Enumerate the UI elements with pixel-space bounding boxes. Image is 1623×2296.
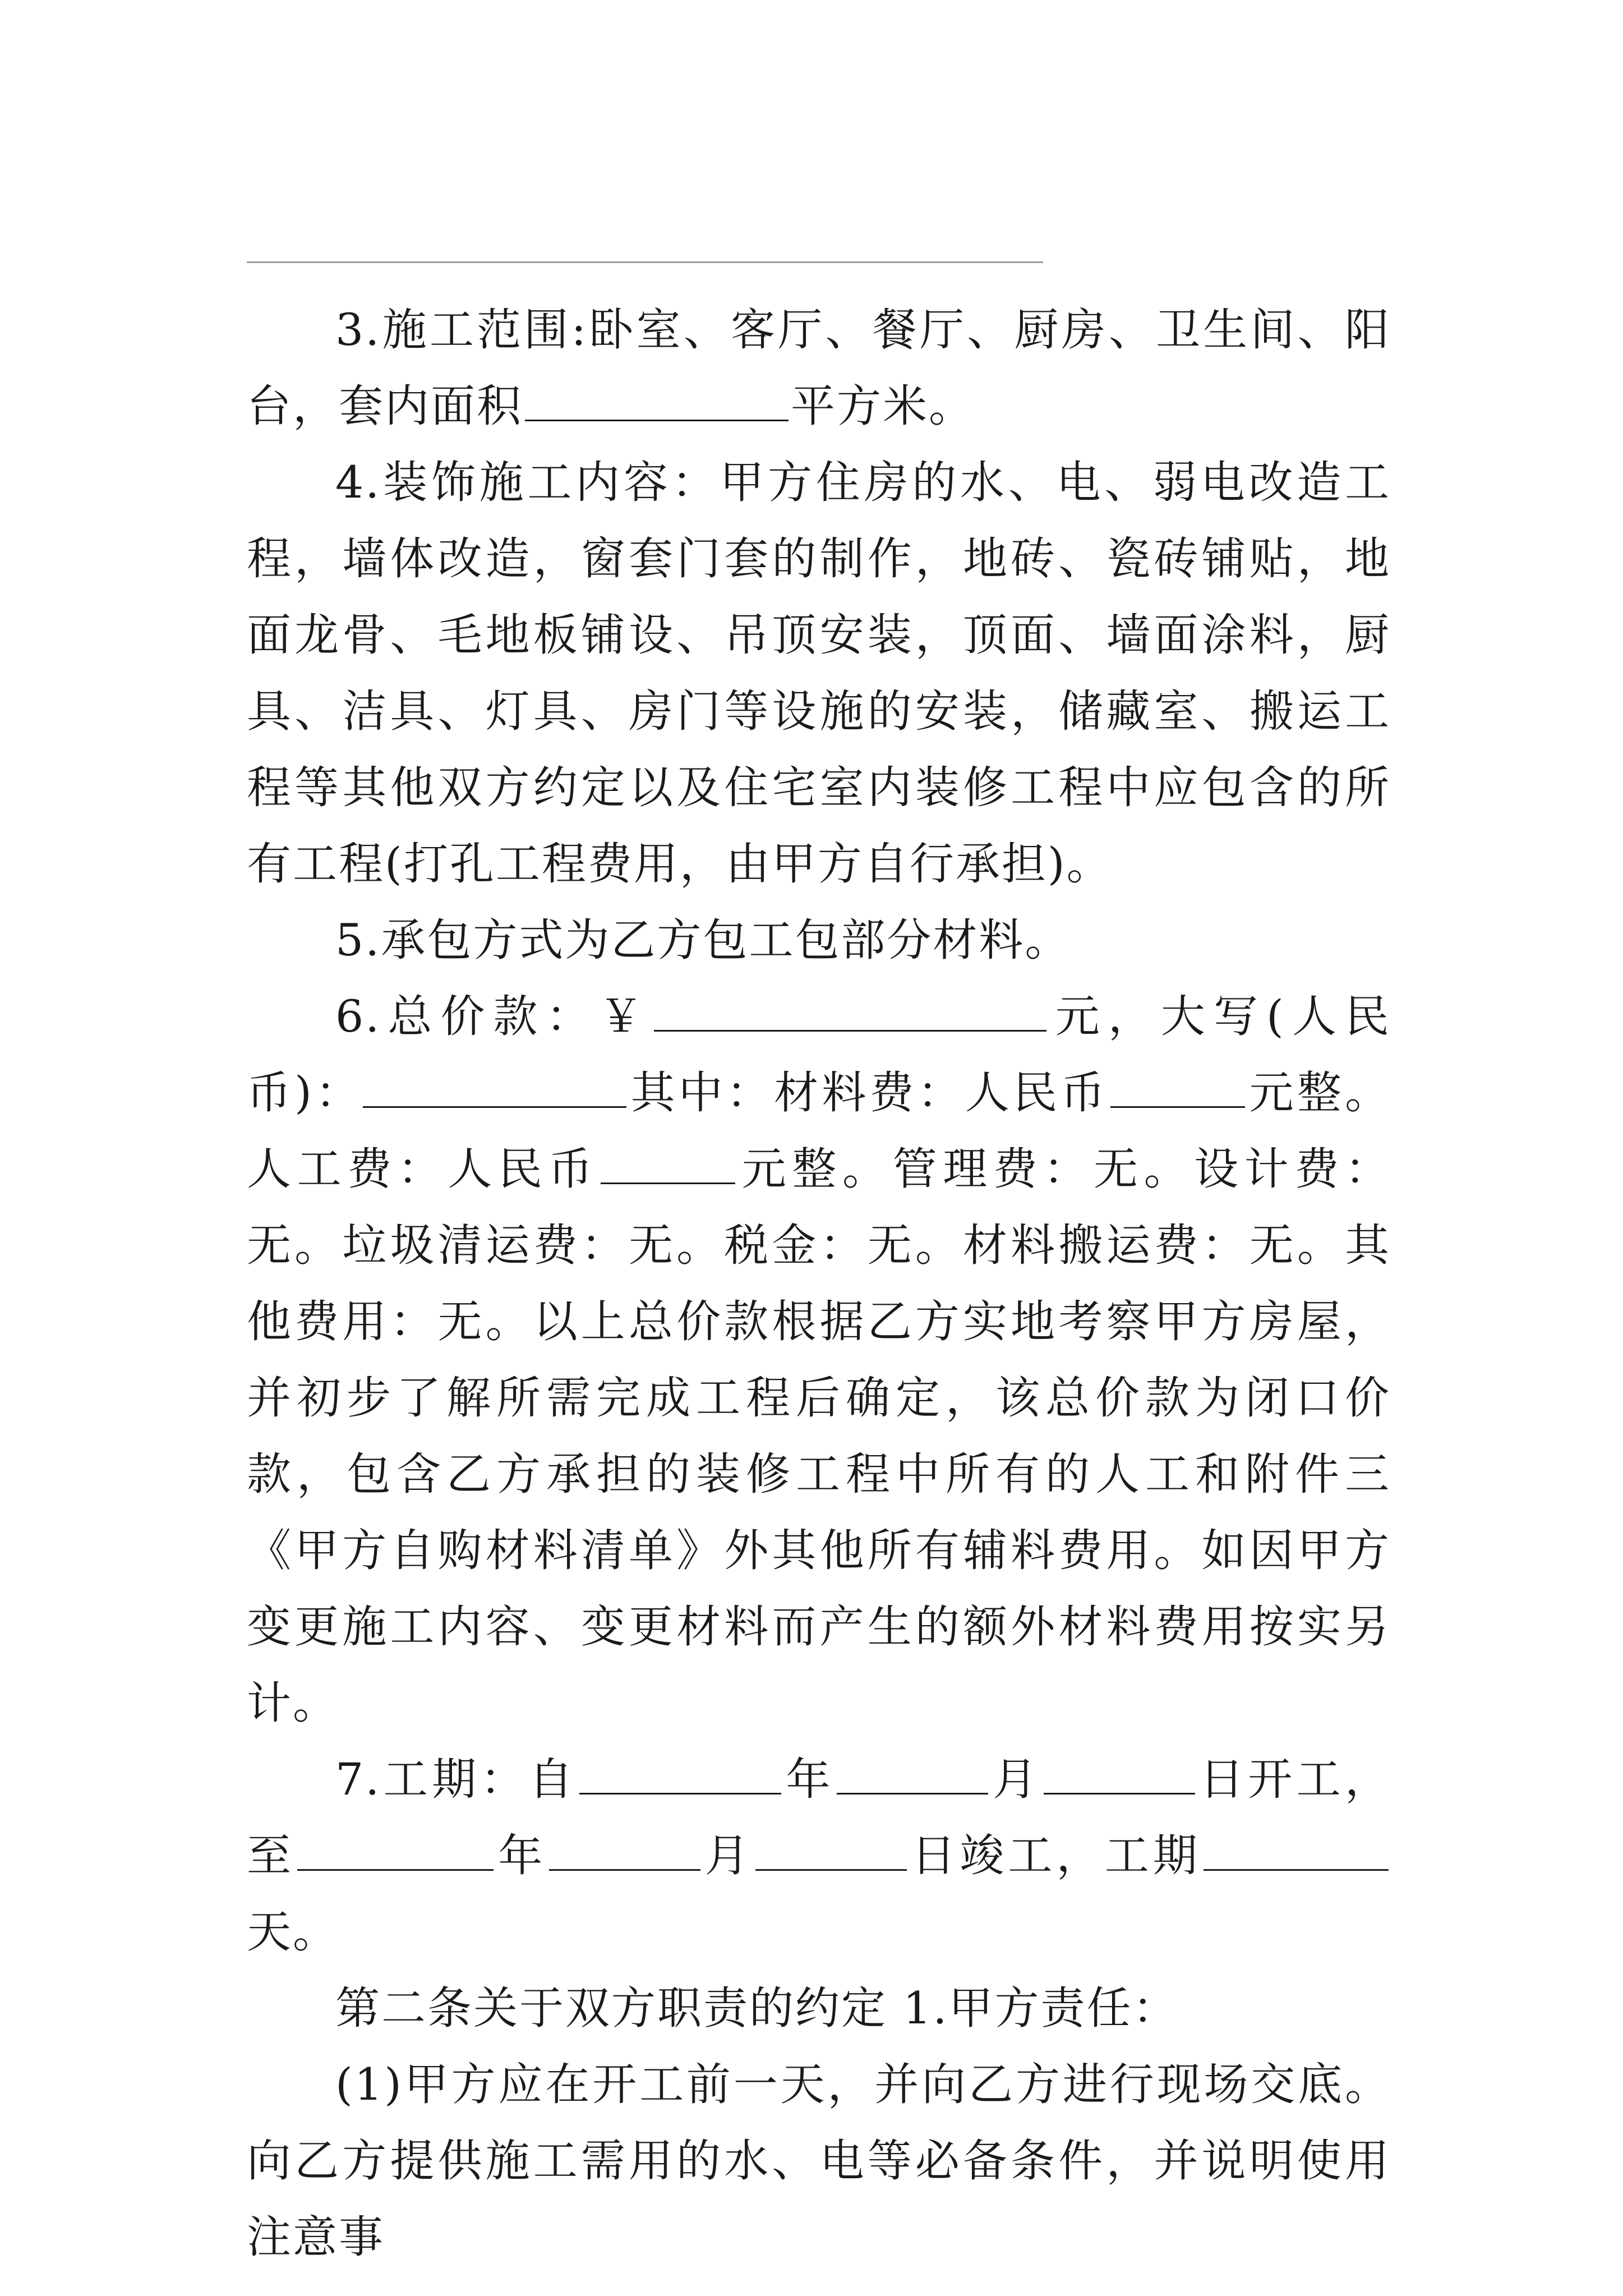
start-day-label: 日开工，至 (247, 1754, 1391, 1881)
start-month-label: 月 (990, 1754, 1041, 1805)
clause-5-text: 5.承包方式为乙方包工包部分材料。 (335, 914, 1071, 966)
clause-7-label: 7.工期：自 (335, 1754, 578, 1805)
end-year-blank[interactable] (297, 1833, 494, 1871)
clause-6-material-label: 其中：材料费：人民币 (629, 1067, 1109, 1119)
clause-6-label: 6.总价款：￥ (335, 991, 652, 1042)
clause-6-total-price (247, 978, 1391, 1741)
start-month-blank[interactable] (837, 1757, 988, 1795)
clause-6-terms: 元整。管理费：无。设计费：无。垃圾清运费：无。税金：无。材料搬运费：无。其他费用：无。以上总价款根据乙方实地考察甲方房屋，并初步了解所需完成工程后确定，该总价款为闭口价款，包含乙方承担的装修工程中所有的人工和附件三《甲方自购材料清单》外其他所有辅料费用。如因甲方变更施工内容、变更材料而产生的额外材料费用按实另计。 (247, 1143, 1391, 1729)
clause-6-labor-label: 元整。人工费：人民币 (247, 1067, 1391, 1195)
duration-days-blank[interactable] (1204, 1833, 1389, 1871)
end-day-label: 日竣工，工期 (909, 1830, 1202, 1881)
party-a-duty-1 (247, 2046, 1391, 2275)
article-2-heading (247, 1970, 1391, 2046)
clause-3-unit: 平方米。 (791, 380, 975, 432)
end-month-label: 月 (702, 1830, 753, 1881)
clause-4-text: 4.装饰施工内容：甲方住房的水、电、弱电改造工程，墙体改造，窗套门套的制作，地砖、瓷砖铺贴，地面龙骨、毛地板铺设、吊顶安装，顶面、墙面涂料，厨具、洁具、灯具、房门等设施的安装，储藏室、搬运工程等其他双方约定以及住宅室内装修工程中应包含的所有工程(打孔工程费用，由甲方自行承担)。 (247, 457, 1391, 890)
total-price-blank[interactable] (654, 994, 1046, 1032)
capital-amount-blank[interactable] (363, 1070, 626, 1108)
clause-3-text: 3.施工范围:卧室、客厅、餐厅、厨房、卫生间、阳台，套内面积 (247, 304, 1391, 432)
clause-7-construction-period (247, 1741, 1391, 1970)
article-2-text: 第二条关于双方职责的约定 1.甲方责任： (335, 1982, 1179, 2034)
area-blank[interactable] (525, 384, 789, 421)
duration-unit: 天。 (247, 1906, 339, 1958)
end-year-label: 年 (496, 1830, 547, 1881)
clause-5-contract-method (247, 902, 1391, 978)
header-rule (247, 261, 1043, 263)
clause-3-construction-scope (247, 292, 1391, 444)
start-year-blank[interactable] (579, 1757, 781, 1795)
labor-fee-blank[interactable] (601, 1147, 735, 1184)
clause-6-capital-label: 元，大写(人民币)： (247, 991, 1391, 1119)
document-body (247, 292, 1391, 2275)
start-day-blank[interactable] (1044, 1757, 1195, 1795)
start-year-label: 年 (783, 1754, 834, 1805)
party-a-duty-1-text: (1)甲方应在开工前一天，并向乙方进行现场交底。向乙方提供施工需用的水、电等必备条件，并说明使用注意事 (247, 2059, 1391, 2263)
material-fee-blank[interactable] (1110, 1070, 1245, 1108)
end-day-blank[interactable] (755, 1833, 907, 1871)
end-month-blank[interactable] (549, 1833, 700, 1871)
clause-4-decoration-content (247, 444, 1391, 902)
